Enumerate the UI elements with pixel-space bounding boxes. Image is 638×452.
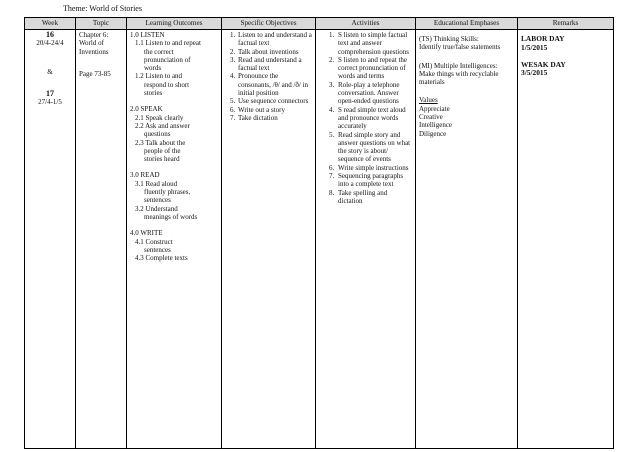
outcome-item-text: respond to short: [144, 80, 190, 89]
remark-title: LABOR DAY: [521, 34, 565, 43]
week-date-2: 27/4-1/5: [38, 98, 62, 107]
list-item: 6. Write simple instructions: [336, 164, 412, 172]
outcome-heading: 3.0 READ: [130, 171, 160, 180]
outcome-group-speak: [130, 105, 218, 163]
list-item: 3. Role-play a telephone conversation. Answer open-ended questions: [336, 81, 412, 106]
table-row: [25, 30, 614, 449]
outcome-item: [130, 139, 218, 164]
outcome-item-text: pronunciation of: [144, 55, 191, 64]
header-topic: Topic: [76, 18, 127, 30]
list-item: 2. S listen to and repeat the correct pronunciation of words and terms: [336, 56, 412, 81]
outcome-group-write: [130, 229, 218, 262]
thinking-skills-label: (TS) Thinking Skills:: [419, 35, 479, 43]
list-item: 8. Take spelling and dictation: [336, 189, 412, 206]
list-item: 7. Sequencing paragraphs into a complete text: [336, 172, 412, 189]
remark-date: 1/5/2015: [521, 42, 548, 52]
remark-wesak-day: [521, 61, 610, 79]
multiple-intelligences-label: (MI) Multiple Intelligences:: [419, 61, 498, 70]
outcome-item-text: words: [144, 64, 162, 73]
week-ampersand: &: [47, 67, 53, 76]
topic-pages: Page 73-85: [79, 69, 111, 78]
outcome-item-text: 2.1 Speak clearly: [135, 113, 184, 122]
activities-cell: [316, 30, 416, 449]
outcome-item-text: sentences: [144, 196, 171, 205]
value-item: Intelligence: [419, 121, 453, 130]
lesson-plan-table: [24, 17, 614, 449]
list-item: 5. Read simple story and answer questions on what the story is about/ sequence of events: [336, 131, 412, 164]
list-item: 4. S read simple text aloud and pronounce words accurately: [336, 106, 412, 131]
educational-emphases-cell: [416, 30, 518, 449]
outcome-item-text: 3.2 Understand: [135, 204, 178, 213]
theme-title: Theme: World of Stories: [63, 4, 142, 13]
topic-chapter: Chapter 6:: [79, 31, 109, 39]
outcome-item: [130, 254, 218, 262]
outcome-item-text: 1.2 Listen to and: [135, 72, 183, 81]
outcome-item: [130, 114, 218, 122]
outcome-item-text: people of the: [144, 146, 181, 155]
outcome-item-text: stories heard: [144, 155, 180, 164]
remark-date: 3/5/2015: [521, 68, 548, 78]
list-item: 6. Write out a story: [237, 106, 312, 114]
value-item: Creative: [419, 113, 443, 122]
values-heading: Values: [419, 96, 438, 105]
header-remarks: Remarks: [518, 18, 614, 30]
outcome-item: [130, 72, 218, 97]
topic-line-3: Inventions: [79, 47, 109, 56]
remark-title: WESAK DAY: [521, 59, 566, 69]
outcome-item-text: 4.1 Construct: [135, 237, 173, 246]
outcome-item-text: meanings of words: [144, 212, 198, 221]
list-item: 7. Take dictation: [237, 114, 312, 122]
outcome-item: [130, 238, 218, 255]
week-date-1: 20/4-24/4: [36, 39, 64, 48]
week-cell: [25, 30, 76, 449]
header-week: Week: [25, 18, 76, 30]
outcome-group-read: [130, 171, 218, 221]
list-item: 2. Talk about inventions: [237, 48, 312, 56]
multiple-intelligences-detail: Make things with recyclable materials: [419, 69, 499, 87]
outcome-item-text: the correct: [144, 47, 174, 56]
outcome-group-listen: [130, 31, 218, 97]
header-row: [25, 18, 614, 30]
outcome-item-text: stories: [144, 89, 163, 98]
thinking-skills-detail: Identify true/false statements: [419, 43, 501, 52]
outcome-item-text: fluently phrases,: [144, 188, 191, 197]
remark-labor-day: [521, 35, 610, 53]
list-item: 3. Read and understand a factual text: [237, 56, 312, 73]
header-learning-outcomes: Learning Outcomes: [127, 18, 222, 30]
outcome-item: [130, 180, 218, 205]
outcome-item: [130, 39, 218, 72]
outcome-item-text: sentences: [144, 245, 171, 254]
list-item: 4. Pronounce the consonants, /θ/ and /ð/ in initial position: [237, 72, 312, 97]
outcome-heading: 2.0 SPEAK: [130, 105, 163, 114]
value-item: Diligence: [419, 129, 447, 138]
value-item: Appreciate: [419, 104, 450, 113]
objectives-list: [225, 31, 312, 122]
outcome-heading: 4.0 WRITE: [130, 229, 163, 238]
outcome-item-text: 4.3 Complete texts: [135, 254, 188, 263]
list-item: 1. S listen to simple factual text and answer comprehension questions: [336, 31, 412, 56]
outcome-item-text: 3.1 Read aloud: [135, 179, 178, 188]
remarks-cell: [518, 30, 614, 449]
outcome-item: [130, 122, 218, 139]
week-number-1: 16: [46, 30, 54, 39]
header-activities: Activities: [316, 18, 416, 30]
week-number-2: 17: [46, 88, 54, 98]
activities-list: [319, 31, 412, 205]
list-item: 5. Use sequence connectors: [237, 97, 312, 105]
outcome-item-text: questions: [144, 130, 171, 139]
list-item: 1. Listen to and understand a factual text: [237, 31, 312, 48]
outcome-item-text: 2.2 Ask and answer: [135, 121, 190, 130]
outcome-item-text: 2.3 Talk about the: [135, 138, 186, 147]
topic-cell: [76, 30, 127, 449]
specific-objectives-cell: [222, 30, 316, 449]
outcome-item: [130, 205, 218, 222]
header-educational-emphases: Educational Emphases: [416, 18, 518, 30]
outcome-heading: 1.0 LISTEN: [130, 31, 165, 39]
outcome-item-text: 1.1 Listen to and repeat: [135, 39, 201, 48]
learning-outcomes-cell: [127, 30, 222, 449]
header-specific-objectives: Specific Objectives: [222, 18, 316, 30]
topic-line-2: World of: [79, 39, 104, 48]
